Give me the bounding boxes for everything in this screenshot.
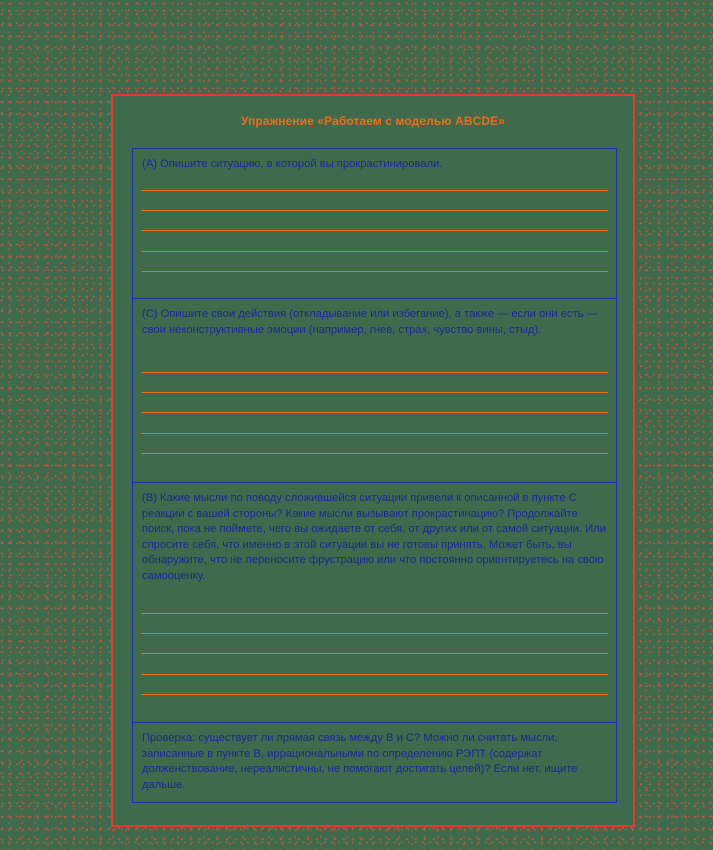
answer-line[interactable] (141, 372, 608, 373)
answer-line[interactable] (141, 613, 608, 614)
answer-line[interactable] (141, 230, 608, 231)
worksheet (111, 94, 635, 827)
section-b-prompt: (B) Какие мысли по поводу сложившейся ситуации привели к описанной в пункте С реакции с вашей стороны? Какие мысли вызывают прокрастинацию? Продолжайте поиск, пока не поймете, чего вы ожидаете от себя, от других или от самой ситуации. Или спросите себя, что именно в этой ситуации вы не готовы принять. Может быть, вы обнаружите, что не переносите фрустрацию или что постоянно ориентируетесь на свою самооценку. (142, 492, 607, 582)
section-c-prompt: (C) Опишите свои действия (откладывание или избегание), а также — если они есть — свои неконструктивные эмоции (например, гнев, страх, чувство вины, стыд). (142, 308, 598, 336)
section-a-answer-lines (141, 190, 608, 272)
section-a-prompt: (A) Опишите ситуацию, в которой вы прокрастинировали. (142, 158, 443, 170)
section-c (133, 299, 616, 483)
section-c-answer-lines (141, 372, 608, 454)
answer-line[interactable] (141, 190, 608, 191)
section-b (133, 483, 616, 723)
answer-line[interactable] (141, 453, 608, 454)
answer-line[interactable] (141, 392, 608, 393)
answer-line[interactable] (141, 653, 608, 654)
answer-line[interactable] (141, 271, 608, 272)
section-b-answer-lines (141, 613, 608, 695)
answer-line[interactable] (141, 210, 608, 211)
section-check-prompt: Проверка: существует ли прямая связь между B и C? Можно ли считать мысли, записанные в пункте B, иррациональными по определению РЭПТ (содержат долженствование, нереалистичны, не помогают достигать целей)? Если нет, ищите дальше. (142, 732, 578, 791)
section-check (133, 723, 616, 801)
answer-line[interactable] (141, 433, 608, 434)
answer-line[interactable] (141, 251, 608, 252)
answer-line[interactable] (141, 633, 608, 634)
exercise-table (132, 148, 617, 803)
answer-line[interactable] (141, 412, 608, 413)
worksheet-title: Упражнение «Работаем с моделью ABCDE» (240, 114, 506, 128)
answer-line[interactable] (141, 674, 608, 675)
section-a (133, 149, 616, 299)
answer-line[interactable] (141, 694, 608, 695)
